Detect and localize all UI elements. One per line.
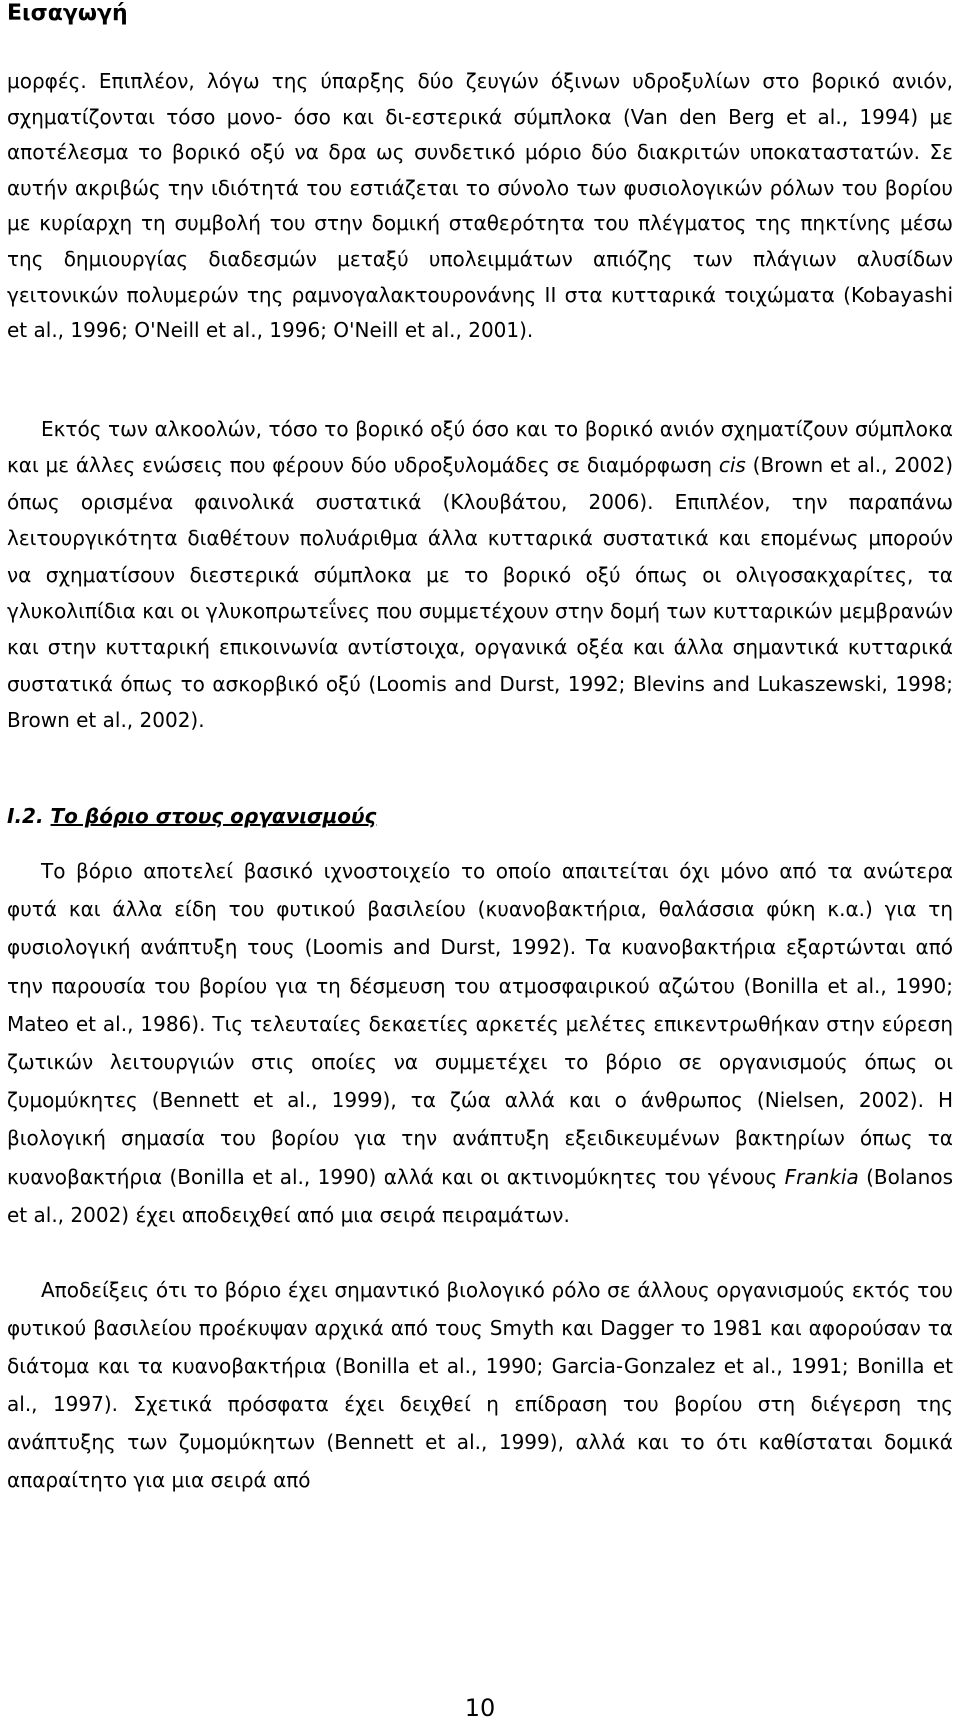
page-number: 10 bbox=[464, 1694, 496, 1722]
running-header-title: Εισαγωγή bbox=[7, 1, 128, 26]
paragraph-text: Αποδείξεις ότι το βόριο έχει σημαντικό βιολογικό ρόλο σε άλλους οργανισμούς εκτός του φυτικού βασιλείου προέκυψαν αρχικά από τους Smyth και Dagger το 1981 και αφορούσαν τα διάτομα και τα κυανοβακτήρια (Bonilla et al., 1990; Garcia-Gonzalez et al., 1991; Bonilla et al., 1997). Σχετικά πρόσφατα έχει δειχθεί η επίδραση του βορίου στη διέγερση της ανάπτυξης των ζυμομύκητων (Bennett et al., 1999), αλλά και το ότι καθίσταται δομικά απαραίτητο για μια σειρά από bbox=[7, 1278, 953, 1492]
italic-term-cis: cis bbox=[718, 453, 746, 478]
section-number: I.2. bbox=[7, 804, 44, 828]
italic-term-frankia: Frankia bbox=[784, 1164, 859, 1189]
paragraph-evidence bbox=[7, 1271, 953, 1499]
text-run: Εκτός των αλκοολών, τόσο το βορικό οξύ όσο και το βορικό ανιόν σχηματίζουν σύμπλοκα και με άλλες ενώσεις που φέρουν δύο υδροξυλομάδες σε διαμόρφωση bbox=[7, 417, 953, 478]
paragraph-continuation bbox=[7, 64, 953, 349]
paragraph-boron-organisms bbox=[7, 852, 953, 1234]
text-run: Το βόριο αποτελεί βασικό ιχνοστοιχείο το οποίο απαιτείται όχι μόνο από τα ανώτερα φυτά και άλλα είδη του φυτικού βασιλείου (κυανοβακτήρια, θαλάσσια φύκη κ.α.) για τη φυσιολογική ανάπτυξη τους (Loomis and Durst, 1992). Τα κυανοβακτήρια εξαρτώνται από την παρουσία του βορίου για τη δέσμευση του ατμοσφαιρικού αζώτου (Bonilla et al., 1990; Mateo et al., 1986). Τις τελευταίες δεκαετίες αρκετές μελέτες επικεντρωθήκαν στην εύρεση ζωτικών λειτουργιών στις οποίες να συμμετέχει το βόριο σε οργανισμούς όπως οι ζυμομύκητες (Bennett et al., 1999), τα ζώα αλλά και ο άνθρωπος (Nielsen, 2002). Η βιολογική σημασία του βορίου για την ανάπτυξη εξειδικευμένων βακτηρίων όπως τα κυανοβακτήρια (Bonilla et al., 1990) αλλά και οι ακτινομύκητες του γένους bbox=[7, 859, 953, 1189]
text-run: (Bolanos et al., 2002) έχει αποδειχθεί από μια σειρά πειραμάτων. bbox=[7, 1164, 953, 1227]
text-run: (Brown et al., 2002) όπως ορισμένα φαινολικά συστατικά (Κλουβάτου, 2006). Επιπλέον, την παραπάνω λειτουργικότητα διαθέτουν πολυάριθμα άλλα κυτταρικά συστατικά και επομένως μπορούν να σχηματίσουν διεστερικά σύμπλοκα με το βορικό οξύ όπως οι ολιγοσακχαρίτες, τα γλυκολιπίδια και οι γλυκοπρωτεΐνες που συμμετέχουν στην δομή των κυτταρικών μεμβρανών και στην κυτταρική επικοινωνία αντίστοιχα, οργανικά οξέα και άλλα σημαντικά κυτταρικά συστατικά όπως το ασκορβικό οξύ (Loomis and Durst, 1992; Blevins and Lukaszewski, 1998; Brown et al., 2002). bbox=[7, 453, 954, 733]
paragraph-text bbox=[7, 411, 953, 739]
paragraph-text: μορφές. Επιπλέον, λόγω της ύπαρξης δύο ζευγών όξινων υδροξυλίων στο βορικό ανιόν, σχηματίζονται τόσο μονο- όσο και δι-εστερικά σύμπλοκα (Van den Berg et al., 1994) με αποτέλεσμα το βορικό οξύ να δρα ως συνδετικό μόριο δύο διακριτών υποκαταστατών. Σε αυτήν ακριβώς την ιδιότητά του εστιάζεται το σύνολο των φυσιολογικών ρόλων του βορίου με κυρίαρχη τη συμβολή του στην δομική σταθερότητα του πλέγματος της πηκτίνης μέσω της δημιουργίας διαδεσμών μεταξύ υπολειμμάτων απιόζης των πλάγιων αλυσίδων γειτονικών πολυμερών της ραμνογαλακτουρονάνης II στα κυτταρικά τοιχώματα (Kobayashi et al., 1996; O'Neill et al., 1996; O'Neill et al., 2001). bbox=[7, 69, 953, 343]
paragraph-text bbox=[7, 852, 953, 1234]
paragraph-complexes bbox=[7, 411, 953, 739]
section-title: Το βόριο στους οργανισμούς bbox=[50, 804, 377, 828]
section-heading bbox=[7, 802, 376, 830]
